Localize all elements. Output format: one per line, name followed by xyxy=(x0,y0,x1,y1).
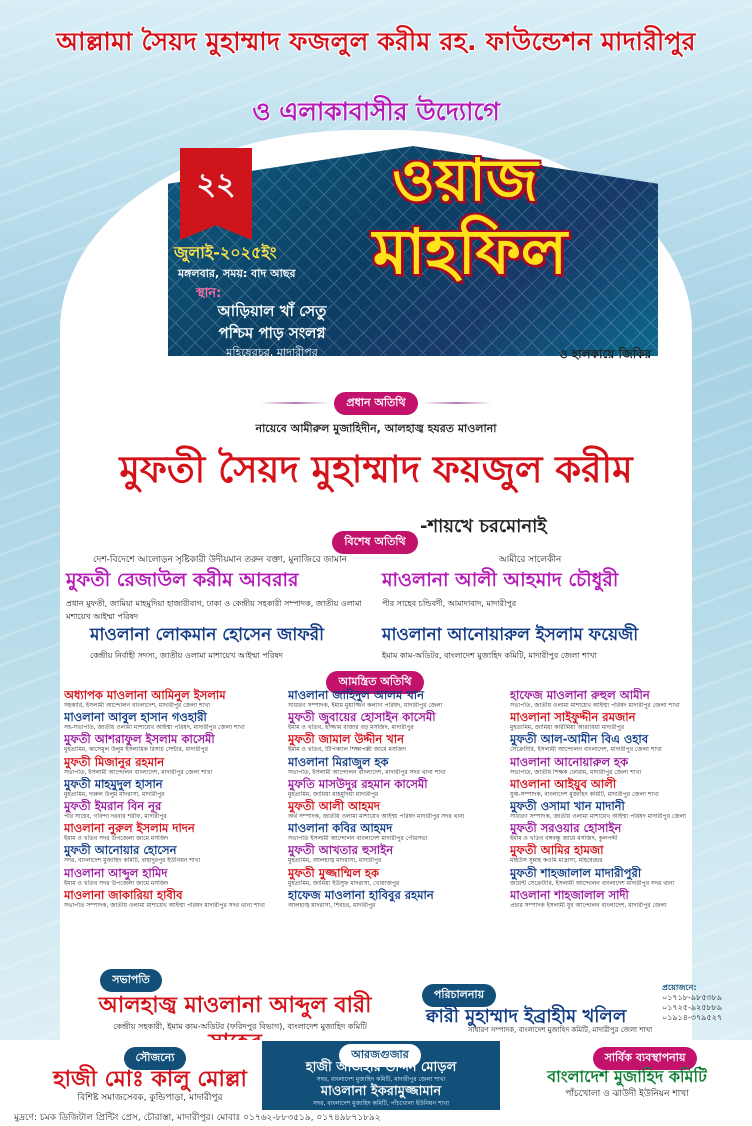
invited-guest-name: মুফতী মাহমুদুল হাসান xyxy=(64,776,163,791)
invited-guest-desc: সভাপতি সম্পাদক, জাতীয় ওলামা মাশায়েখ আইম্মা পরিষদ মাদারীপুর সদর থানা শাখা xyxy=(64,901,265,909)
invited-guest-desc: যুগ্ম-সম্পাদক, বাংলাদেশ মুজাহিদ কমিটি, মাদারীপুর জেলা শাখা xyxy=(510,790,659,798)
requester-name-2: মাওলানা ইকরামুজ্জামান xyxy=(320,1084,442,1099)
invited-guest-desc: ইমাম ও খতিব বঙ্গবন্ধু জামে মসজিদ, কুলপদ্দী xyxy=(510,835,618,843)
divider-left xyxy=(260,402,330,404)
invited-guests-grid xyxy=(52,688,712,956)
invited-guest-name: মুফতী আমির হামজা xyxy=(510,843,604,858)
invited-guest xyxy=(510,732,725,754)
invited-guest-desc: আলহাজ্ব মাদরাসা, শিবচর, মাদারীপুর xyxy=(288,901,376,909)
invited-guest-name: মুফতী জামাল উদ্দীন খান xyxy=(288,732,405,747)
invited-guests-label: আমন্ত্রিত অতিথি xyxy=(326,671,423,694)
invited-guest-desc: সাধারণ সম্পাদক, জাতীয় ওলামা মাশায়েখ আইম্মা পরিষদ মাদারীপুর জেলা xyxy=(510,812,686,820)
invited-guest-desc: মুহতামিম, জামিয়া মাহমুদিয়া মাদারীপুর xyxy=(288,790,379,798)
invited-guest xyxy=(510,777,725,799)
special-guests-section xyxy=(320,530,430,554)
invited-guest-name: মাওলানা নুরুল ইসলাম দাদন xyxy=(64,821,195,836)
chief-guest-title: -শায়খে চরমোনাই xyxy=(420,516,547,537)
event-subtitle: ও হালকায়ে জিকির xyxy=(558,347,652,361)
contact-phone: ০১৭২৫-৯২৫৮৮৯ xyxy=(662,1003,723,1012)
invited-guest xyxy=(288,843,503,865)
invited-guest-name: মুফতী আল-আমীন বিএ ওহাব xyxy=(510,732,649,747)
invited-guest xyxy=(64,710,279,732)
invited-guest-desc: মুহতামিম, জামিয়া ইউসুফ মাদরাসা, খোয়াজপুর xyxy=(288,879,400,887)
invited-guest-desc: সভাপতি ইসলামী আন্দোলন বাংলাদেশ মাদারীপুর পৌরসভা xyxy=(288,835,428,843)
invited-guest-name: মাওলানা জাকারিয়া হাবীব xyxy=(64,887,183,902)
invited-guest-name: মুফতী জুবায়ের হোসাইন কাসেমী xyxy=(288,710,436,725)
invited-guest xyxy=(288,732,503,754)
invited-guest-desc: সহকারি, ইসলামী আন্দোলন বাংলাদেশ, মাদারীপুর জেলা শাখা xyxy=(64,702,211,709)
courtesy-name: হাজী মোঃ কালু মোল্লা xyxy=(53,1067,247,1092)
invited-guest xyxy=(64,755,279,777)
printer-footer: মুদ্রণে: চমক ডিজিটাল প্রিন্টিং প্রেস, চৌরাস্তা, মাদারীপুর। মোবাঃ ০১৭৬২-৮৮৩৫১৯, ০১৭৪৯৮৭১৮৯২ xyxy=(0,1110,752,1126)
special-guest-right-intro: আমীরে সালেকীন xyxy=(498,555,562,565)
invited-guest-desc: সদর, বাংলাদেশ মুজাহিদ কমিটি, বাহাদুরপুর ইউনিয়ন শাখা xyxy=(64,857,201,865)
special-guest-1 xyxy=(66,566,376,624)
invited-guest xyxy=(288,799,503,821)
invited-guest xyxy=(288,777,503,799)
invited-guest-name: মাওলানা কবির আহমদ xyxy=(288,821,393,836)
president-label: সভাপতি xyxy=(100,969,162,992)
event-title-line-1: ওয়াজ xyxy=(392,146,538,214)
invited-guest-desc: মুহতামিম, আলহাজ্ব মাদরাসা, মাদারীপুর xyxy=(288,857,382,865)
requester-desc-1: সদর, বাংলাদেশ মুজাহিদ কমিটি, মাদারীপুর জেলা শাখা xyxy=(316,1076,446,1083)
invited-guest-name: মাওলানা আনোয়ারুল হক xyxy=(510,754,629,769)
invited-guest xyxy=(288,888,503,910)
invited-guest xyxy=(510,799,725,821)
special-guest-name: মাওলানা আনোয়ারুল ইসলাম ফয়েজী xyxy=(382,625,639,645)
invited-guest xyxy=(64,821,279,843)
invited-guest xyxy=(64,732,279,754)
month-year: জুলাই-২০২৫ইং xyxy=(174,243,277,262)
invited-guest-name: মাওলানা আব্দুল হামিদ xyxy=(64,865,168,880)
special-guest-4 xyxy=(382,622,692,663)
invited-guest-desc: সভাপতি, জাতীয় শিক্ষক ফোরাম, মাদারীপুর জেলা শাখা xyxy=(510,768,642,776)
special-guest-name: মুফতী রেজাউল করীম আবরার xyxy=(66,569,299,591)
invited-guest-desc: সেক্রেটারি, ইসলামী আন্দোলন বাংলাদেশ, মাদারীপুর জেলা শাখা xyxy=(510,746,662,754)
invited-guest-desc: সহ-সভাপতি, জাতীয় ওলামা মাশায়েখ আইম্মা পরিষদ, মাদারীপুর জেলা শাখা xyxy=(64,724,245,732)
invited-guest xyxy=(510,821,725,843)
invited-guest-desc: পীর সাহেব, গবিন্দা দরবার শরীফ, মাদারীপুর xyxy=(64,812,167,820)
invited-guest-name: মুফতী আশরাফুল ইসলাম কাসেমী xyxy=(64,732,215,747)
venue-line-2: পশ্চিম পাড় সংলগ্ন xyxy=(218,324,326,342)
invited-guest-name: মাওলানা শাহজালাল সাদী xyxy=(510,887,629,902)
invited-guest-desc: ইমাম ও খতিব, টিপিক্যাল শিক্ষাপল্লী জামে মসজিদ xyxy=(288,746,407,754)
conductor-desc: সাধারণ সম্পাদক, বাংলাদেশ মুজাহিদ কমিটি, মাদারীপুর জেলা শাখা xyxy=(467,1026,653,1034)
event-title-line-2: মাহফিল xyxy=(372,215,568,288)
special-guest-desc: কেন্দ্রীয় নির্বাহী সদস্য, জাতীয় ওলামা মাশায়েখ আইম্মা পরিষদ xyxy=(90,651,283,660)
invited-guest-desc: মুহতামিম, জামিয়া কারীমিয়া আরাবিয়া মাদারীপুর xyxy=(510,724,625,732)
invited-guest xyxy=(288,710,503,732)
co-organizer-title: ও এলাকাবাসীর উদ্যোগে xyxy=(252,97,500,126)
invited-guest-desc: জয়েন্ট সেক্রেটারি, ইসলামী আন্দোলন বাংলাদেশ মাদারীপুর সদর থানা xyxy=(510,879,675,887)
special-guests-label: বিশেষ অতিথি xyxy=(332,531,417,554)
president-desc: কেন্দ্রীয় সহকারী, ইমাম কাম-অডিটর (ফরিদপুর বিভাগ), বাংলাদেশ মুজাহিদ কমিটি xyxy=(113,1022,367,1031)
conductor-name: ক্বারী মুহাম্মাদ ইব্রাহীম খলিল xyxy=(425,1006,627,1027)
invited-guest xyxy=(510,755,725,777)
invited-guest-name: মুফতী আখতার হুসাইন xyxy=(288,843,394,858)
conductor-label: পরিচালনায় xyxy=(422,984,496,1007)
divider-right xyxy=(422,402,492,404)
special-guest-2 xyxy=(382,566,692,611)
contact-phone: ০১৯১৪-৩৭৯৫২৭ xyxy=(662,1013,723,1022)
invited-guest-name: অধ্যাপক মাওলানা আমিনুল ইসলাম xyxy=(64,688,226,702)
invited-guest xyxy=(64,888,279,910)
invited-guest xyxy=(510,866,725,888)
invited-guest-name: মুফতী আনোয়ার হোসেন xyxy=(64,843,177,858)
invited-guest-name: মুফতী ওসামা খান মাদানী xyxy=(510,798,625,813)
requester-name-1: হাজী আজহার উদ্দিন মোড়ল xyxy=(305,1060,457,1075)
contact-label: প্রয়োজনে: xyxy=(662,983,697,992)
invited-guest-name: মুফতী সরওয়ার হোসাইন xyxy=(510,821,622,836)
invited-guest xyxy=(64,777,279,799)
president-name: আলহাজ্ব মাওলানা আব্দুল বারী xyxy=(98,993,372,1018)
invited-guest-desc: মুহতামিম, কাসেমুল উলুম ইসলামিক রিসার্চ সেন্টার, মাদারীপুর xyxy=(64,746,208,754)
invited-guest xyxy=(288,688,503,710)
special-guest-left-intro: দেশ-বিদেশে আলোড়ন সৃষ্টিকারী উদীয়মান তরুন বক্তা, মুনাজিরে জামান xyxy=(92,555,348,565)
special-guest-desc: পীর সাহেব চন্ডিবর্দী, আমাদাবাদ, মাদারীপুর xyxy=(382,599,517,608)
invited-guest xyxy=(510,688,725,710)
contact-box xyxy=(662,983,748,1023)
invited-column-2 xyxy=(288,688,503,910)
invited-guest-name: মাওলানা আবুল হাসান গওহারী xyxy=(64,710,207,725)
contact-phone: ০১৭১৮-৯৮৫৩৮৯ xyxy=(662,993,723,1002)
invited-guest xyxy=(64,843,279,865)
invited-column-1 xyxy=(64,688,279,910)
invited-guest-desc: ইমাম ও খতিব সদর উপজেলা জামে মসজিদ xyxy=(64,835,169,843)
invited-guest-name: হাফেজ মাওলানা রুহুল আমীন xyxy=(510,688,650,702)
special-guest-name: মাওলানা আলী আহমাদ চৌধুরী xyxy=(382,569,619,591)
chief-guest-name: মুফতী সৈয়দ মুহাম্মাদ ফয়জুল করীম xyxy=(119,448,633,491)
invited-guest-name: হাফেজ মাওলানা হাবিবুর রহমান xyxy=(288,887,434,902)
invited-guest-desc: প্রচার সম্পাদক ইসলামী যুব আন্দোলন বাংলাদেশ, মাদারীপুর জেলা xyxy=(510,901,667,909)
invited-guest xyxy=(288,821,503,843)
invited-guest xyxy=(510,888,725,910)
invited-guest-name: মাওলানা মিরাজুল হক xyxy=(288,754,389,769)
invited-guest-name: মুফতী মিজানুর রহমান xyxy=(64,754,165,769)
invited-guest-desc: ইমাম ও খতিব সদর উপজেলা জামে মসজিদ xyxy=(64,879,169,887)
invited-guest-name: মাওলানা আইয়ুব আলী xyxy=(510,776,617,791)
venue-line-1: আড়িয়াল খাঁ সেতু xyxy=(217,302,327,320)
organizer-title: আল্লামা সৈয়দ মুহাম্মাদ ফজলুল করীম রহ. ফাউন্ডেশন মাদারীপুর xyxy=(56,27,696,56)
invited-guest-desc: মহিউস সুন্নাহ কওমি মাদ্রাসা, মহিষেরচর xyxy=(510,857,603,865)
venue-label: স্থান: xyxy=(196,286,222,301)
courtesy-desc: বিশিষ্ট সমাজসেবক, কুন্ডিপাড়া, মাদারীপুর xyxy=(77,1093,223,1103)
invited-guest xyxy=(288,755,503,777)
invited-guest xyxy=(288,866,503,888)
invited-guest-name: মাওলানা জাহিদুল আলম খান xyxy=(288,688,424,702)
invited-guest-desc: সভাপতি, ইসলামী আন্দোলন বাংলাদেশ, মাদারীপুর জেলা শাখা xyxy=(64,768,213,776)
courtesy-label: সৌজন্যে xyxy=(124,1047,187,1070)
invited-guest-desc: সাধারণ সম্পাদক, ইমাম মুয়াজ্জিন কল্যাণ পরিষদ, মাদারীপুর জেলা xyxy=(288,702,443,709)
invited-guest-name: মুফতী আলী আহমদ xyxy=(288,798,380,813)
invited-guest-name: মুফতী ইমরান বিন নূর xyxy=(64,798,162,813)
management-desc: পাঁচখোলা ও ঝাউদী ইউনিয়ন শাখা xyxy=(565,1089,689,1099)
chief-guest-label: প্রধান অতিথি xyxy=(334,392,417,415)
invited-guest-name: মুফতী মুজ্জাম্মিল হক xyxy=(288,865,379,880)
invited-guest-desc: সভাপতি, জাতীয় ওলামা মাশায়েখ আইম্মা পরিষদ মাদারীপুর জেলা শাখা xyxy=(510,702,680,709)
management-name: বাংলাদেশ মুজাহিদ কমিটি xyxy=(547,1067,707,1086)
management-label: সার্বিক ব্যবস্থাপনায় xyxy=(593,1047,698,1070)
invited-guest-desc: অর্থ সম্পাদক, জাতীয় ওলামা মাশায়েখ আইম্মা পরিষদ মাদারীপুর সদর থানা xyxy=(288,812,465,820)
invited-guest-desc: ইমাম ও খতিব, হাজ্জাম বাজার বড় মসজিদ, মাদারীপুর xyxy=(288,724,414,732)
invited-column-3 xyxy=(510,688,725,910)
venue-line-3: মহিষেরচর, মাদারীপুর xyxy=(226,346,318,359)
chief-guest-prefix: নায়েবে আমীরুল মুজাহিদীন, আলহাজ্ব হযরত মাওলানা xyxy=(255,422,497,435)
invited-guest xyxy=(510,843,725,865)
special-guest-desc: ইমাম কাম-অডিটর, বাংলাদেশ মুজাহিদ কমিটি, মাদারীপুর জেলা শাখা xyxy=(382,651,597,660)
requesters-label: আরজগুজার xyxy=(339,1044,421,1067)
chief-guest-section xyxy=(326,391,426,415)
invited-guest xyxy=(64,688,279,710)
special-guest-3 xyxy=(90,622,380,663)
invited-guest-desc: মুহতামিম, দারুল উলুম মাদরাসা, মাদারীপুর xyxy=(64,790,165,798)
invited-guest xyxy=(64,799,279,821)
special-guest-name: মাওলানা লোকমান হোসেন জাফরী xyxy=(90,625,324,645)
special-guest-desc: প্রধান মুফতী, জামিয়া মাহমুদিয়া হাজারীবাগ, ঢাকা ও কেন্দ্রীয় সহকারী সম্পাদক, জাতীয় ওলামা মশায়েখ আইম্মা পরিষদ xyxy=(66,599,362,621)
day-time: মঙ্গলবার, সময়: বাদ আছর xyxy=(178,267,296,280)
invited-guest-name: মুফতি মাসউদুর রহমান কাসেমী xyxy=(288,776,428,791)
invited-guest xyxy=(64,866,279,888)
requester-desc-2: সদর, বাংলাদেশ মুজাহিদ কমিটি, পাঁচখোলা ইউনিয়ন শাখা xyxy=(313,1100,449,1107)
invited-guest-name: মাওলানা সাইফুদ্দীন রমজান xyxy=(510,710,636,725)
invited-guest xyxy=(510,710,725,732)
invited-guest-desc: সভাপতি, ইসলামী আন্দোলন বাংলাদেশ, মাদারীপুর সদর থানা শাখা xyxy=(288,768,446,776)
date-number: ২২ xyxy=(196,167,236,202)
invited-guest-name: মুফতী শাহজালাল মাদারীপুরী xyxy=(510,865,642,880)
